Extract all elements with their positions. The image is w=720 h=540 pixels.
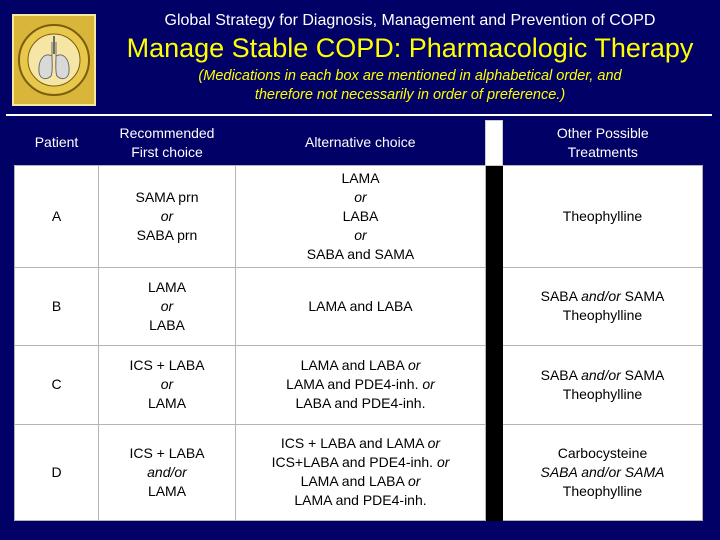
table-row <box>15 345 703 424</box>
column-separator <box>486 267 503 345</box>
other-treatments-cell: SABA and/or SAMA Theophylline <box>503 267 703 345</box>
other-treatments-cell: Carbocysteine SABA and/or SAMA Theophylline <box>503 424 703 520</box>
ordering-note-line-1: (Medications in each box are mentioned in alphabetical order, and <box>198 68 622 84</box>
column-separator <box>486 345 503 424</box>
gold-initiative-lungs-logo-icon <box>12 14 96 106</box>
first-choice-cell: LAMA or LABA <box>99 267 236 345</box>
alternative-choice-cell: ICS + LABA and LAMA or ICS+LABA and PDE4-inh. or LAMA and LABA or LAMA and PDE4-inh. <box>236 424 486 520</box>
other-treatments-cell: Theophylline <box>503 165 703 267</box>
patient-cell: B <box>15 267 99 345</box>
alternative-choice-cell: LAMA and LABA or LAMA and PDE4-inh. or LABA and PDE4-inh. <box>236 345 486 424</box>
therapy-table <box>14 120 703 521</box>
alternative-choice-cell: LAMA or LABA or SABA and SAMA <box>236 165 486 267</box>
title-divider <box>6 114 712 116</box>
header-patient: Patient <box>15 121 99 166</box>
other-treatments-cell: SABA and/or SAMA Theophylline <box>503 345 703 424</box>
patient-cell: C <box>15 345 99 424</box>
patient-cell: D <box>15 424 99 520</box>
table-row <box>15 165 703 267</box>
org-title: Global Strategy for Diagnosis, Management and Prevention of COPD <box>164 12 656 29</box>
first-choice-cell: SAMA prn or SABA prn <box>99 165 236 267</box>
header-first-choice: Recommended First choice <box>99 121 236 166</box>
table-header-row <box>15 121 703 166</box>
header-alternative-choice: Alternative choice <box>236 121 486 166</box>
header-other-treatments: Other Possible Treatments <box>503 121 703 166</box>
page-title: Manage Stable COPD: Pharmacologic Therapy <box>126 33 694 63</box>
column-separator <box>486 165 503 267</box>
column-separator <box>486 121 503 166</box>
column-separator <box>486 424 503 520</box>
first-choice-cell: ICS + LABA and/or LAMA <box>99 424 236 520</box>
first-choice-cell: ICS + LABA or LAMA <box>99 345 236 424</box>
alternative-choice-cell: LAMA and LABA <box>236 267 486 345</box>
table-row <box>15 424 703 520</box>
patient-cell: A <box>15 165 99 267</box>
ordering-note <box>110 67 710 105</box>
ordering-note-line-2: therefore not necessarily in order of preference.) <box>254 87 566 103</box>
table-row <box>15 267 703 345</box>
